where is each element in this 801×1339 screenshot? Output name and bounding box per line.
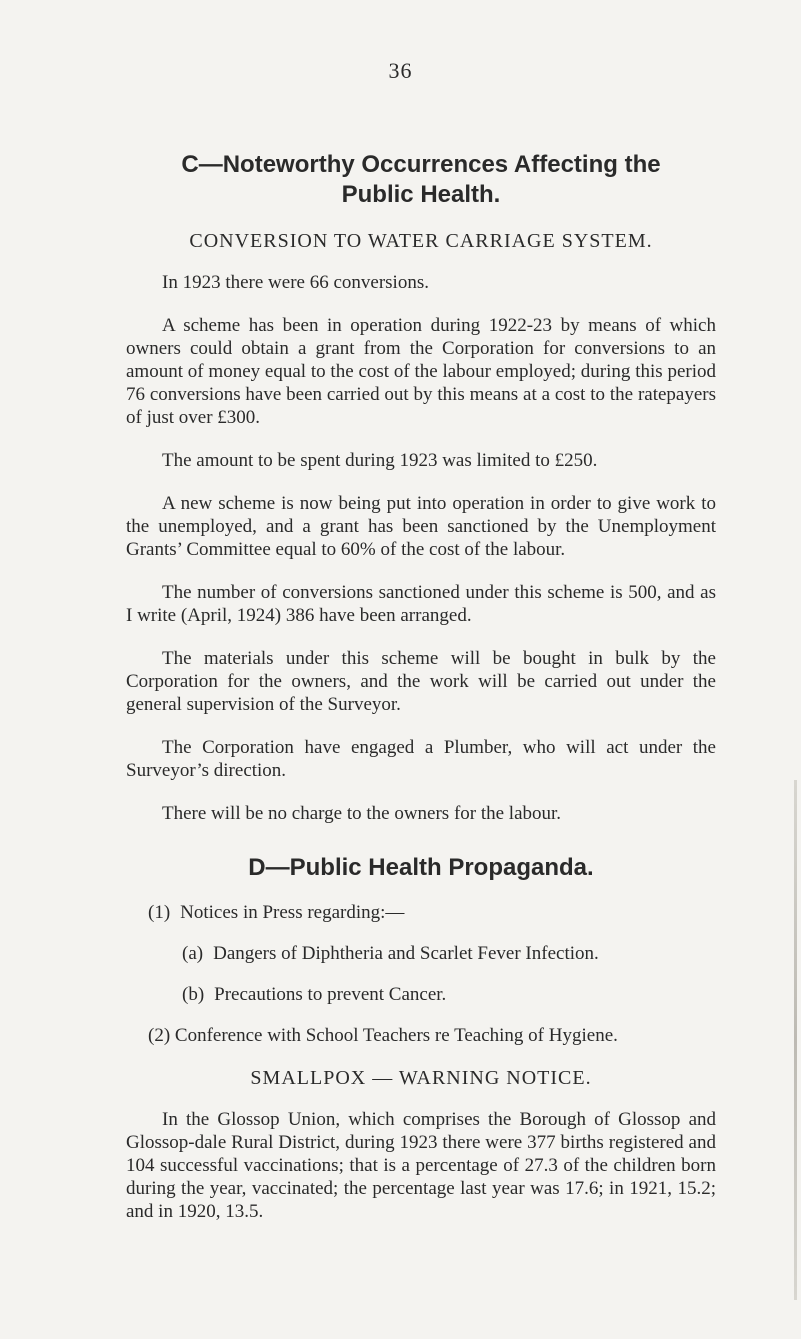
page-number: 36	[388, 58, 413, 83]
conversion-paragraph: The number of conversions sanctioned under this scheme is 500, and as I write (April, 1924) 386 have been arranged.	[126, 582, 716, 626]
list-text: Notices in Press regarding:—	[180, 902, 405, 923]
page-content	[126, 150, 716, 1243]
section-d-title: D—Public Health Propaganda.	[248, 854, 594, 881]
page-edge-shadow	[794, 780, 797, 1300]
conversion-paragraph: The amount to be spent during 1923 was limited to £250.	[162, 450, 598, 471]
list-marker: (a)	[182, 943, 204, 964]
conversion-paragraph: A new scheme is now being put into operation in order to give work to the unemployed, and a grant has been sanctioned by the Unemployment Grants’ Committee equal to 60% of the cost of the labour.	[126, 493, 716, 560]
list-text: Precautions to prevent Cancer.	[214, 984, 447, 1005]
conversion-paragraph: In 1923 there were 66 conversions.	[162, 272, 429, 293]
conversion-heading: CONVERSION TO WATER CARRIAGE SYSTEM.	[189, 230, 653, 252]
section-c-title-line2: Public Health.	[341, 181, 501, 208]
list-marker: (b)	[182, 984, 205, 1005]
smallpox-heading: SMALLPOX — WARNING NOTICE.	[250, 1067, 592, 1089]
conversion-paragraph: The materials under this scheme will be bought in bulk by the Corporation for the owners, and the work will be carried out under the general supervision of the Surveyor.	[126, 648, 716, 715]
smallpox-paragraph: In the Glossop Union, which comprises the Borough of Glossop and Glossop-dale Rural District, during 1923 there were 377 births registered and 104 successful vaccinations; that is a percentage of 27.3 of the children born during the year, vaccinated; the percentage last year was 17.6; in 1921, 15.2; and in 1920, 13.5.	[126, 1109, 716, 1222]
conversion-paragraph: There will be no charge to the owners for the labour.	[162, 803, 562, 824]
propaganda-item-2: (2) Conference with School Teachers re Teaching of Hygiene.	[148, 1025, 618, 1046]
conversion-paragraph: A scheme has been in operation during 1922-23 by means of which owners could obtain a grant from the Corporation for conversions to an amount of money equal to the cost of the labour employed; during this period 76 conversions have been carried out by this means at a cost to the ratepayers of just over £300.	[126, 315, 716, 428]
section-c-title-line1: C—Noteworthy Occurrences Affecting the	[181, 151, 661, 178]
list-text: Dangers of Diphtheria and Scarlet Fever Infection.	[213, 943, 599, 964]
conversion-paragraph: The Corporation have engaged a Plumber, who will act under the Surveyor’s direction.	[126, 737, 716, 781]
list-marker: (1)	[148, 902, 171, 923]
propaganda-item-b	[126, 983, 716, 1006]
propaganda-item-1	[126, 901, 716, 924]
propaganda-item-a	[126, 942, 716, 965]
